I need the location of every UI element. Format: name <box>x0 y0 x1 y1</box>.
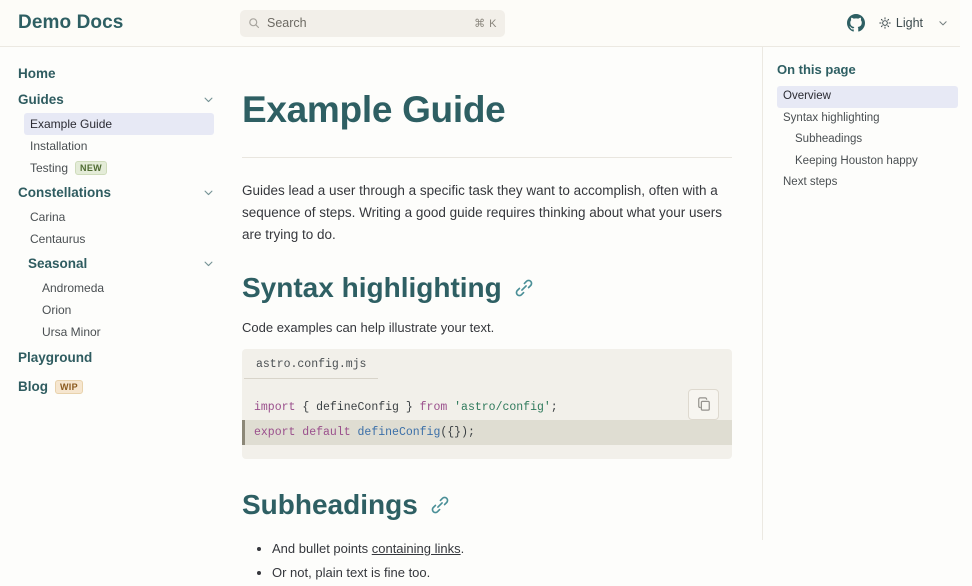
sidebar-item-home[interactable]: Home <box>18 66 56 81</box>
sidebar-item-label: Testing <box>30 161 69 175</box>
sidebar-item-example-guide[interactable]: Example Guide <box>24 113 214 135</box>
chevron-down-icon <box>938 18 948 28</box>
code-body <box>242 379 732 445</box>
toc-item-overview[interactable]: Overview <box>777 86 958 108</box>
list-item <box>272 537 732 562</box>
list-item <box>272 561 732 586</box>
code-token: defineConfig <box>357 425 441 439</box>
code-token: import <box>254 400 303 414</box>
chevron-down-icon <box>203 187 214 198</box>
list-item-suffix: . <box>460 540 465 556</box>
code-token: { defineConfig } <box>302 400 420 414</box>
sidebar-group-label: Guides <box>18 92 64 107</box>
search-placeholder: Search <box>267 16 307 30</box>
page-layout <box>0 47 960 581</box>
site-brand[interactable]: Demo Docs <box>18 12 124 33</box>
theme-label: Light <box>895 16 923 30</box>
sidebar-item-installation[interactable]: Installation <box>30 139 88 153</box>
site-header <box>0 0 960 47</box>
heading-subheadings <box>242 489 732 521</box>
toc-item-next-steps[interactable]: Next steps <box>783 176 838 189</box>
chevron-down-icon <box>203 258 214 269</box>
sidebar-item-carina[interactable]: Carina <box>30 210 66 224</box>
link-icon[interactable] <box>514 278 534 298</box>
sidebar-item-ursa-minor[interactable]: Ursa Minor <box>42 325 101 339</box>
intro-paragraph: Guides lead a user through a specific task they want to accomplish, often with a sequence of steps. Writing a good guide requires thinking about what your users are trying to do. <box>242 183 723 242</box>
code-line <box>242 395 732 420</box>
header-actions <box>847 14 948 32</box>
code-token: export default <box>254 425 358 439</box>
copy-code-button[interactable] <box>688 389 719 420</box>
section-intro-text: Code examples can help illustrate your text. <box>242 319 495 335</box>
sidebar-item-orion[interactable]: Orion <box>42 303 72 317</box>
link-icon[interactable] <box>430 495 450 515</box>
status-badge: NEW <box>75 161 107 175</box>
search-icon <box>248 17 260 29</box>
search-shortcut: ⌘ K <box>474 17 497 30</box>
toc-item-syntax-highlighting[interactable]: Syntax highlighting <box>783 111 880 124</box>
sidebar-group-seasonal[interactable] <box>0 250 228 277</box>
main-content <box>228 47 762 581</box>
sidebar-item-label: Blog <box>18 379 48 394</box>
heading-syntax-highlighting <box>242 272 732 304</box>
inline-link[interactable]: containing links <box>371 540 461 556</box>
bullet-list <box>242 537 732 586</box>
status-badge: WIP <box>55 380 83 394</box>
chevron-down-icon <box>203 94 214 105</box>
sun-icon <box>879 17 891 29</box>
code-token: 'astro/config' <box>454 400 551 414</box>
code-token: ; <box>550 400 558 414</box>
toc-title: On this page <box>777 62 856 77</box>
list-item-text: Or not, plain text is fine too. <box>272 565 431 581</box>
sidebar-group-label: Constellations <box>18 185 112 200</box>
list-item-text: And bullet points <box>272 540 372 556</box>
search-input[interactable] <box>240 10 505 37</box>
sidebar-group-label: Seasonal <box>28 256 88 271</box>
github-icon[interactable] <box>847 14 865 32</box>
code-line-highlighted <box>242 420 732 445</box>
sidebar-item-playground[interactable]: Playground <box>18 350 93 365</box>
toc-item-subheadings[interactable]: Subheadings <box>795 133 863 146</box>
copy-icon <box>697 397 711 411</box>
title-divider <box>242 157 732 158</box>
code-token: from <box>419 400 455 414</box>
code-token: ({}); <box>440 425 475 439</box>
toc-item-keeping-houston-happy[interactable]: Keeping Houston happy <box>795 154 918 167</box>
heading-text: Syntax highlighting <box>242 271 502 303</box>
page-title: Example Guide <box>242 89 506 130</box>
heading-text: Subheadings <box>242 488 418 520</box>
table-of-contents <box>762 47 972 540</box>
theme-selector[interactable] <box>879 16 948 30</box>
sidebar-group-constellations[interactable] <box>0 179 228 206</box>
sidebar-item-centaurus[interactable]: Centaurus <box>30 232 86 246</box>
sidebar-item-andromeda[interactable]: Andromeda <box>42 281 105 295</box>
sidebar <box>0 47 228 540</box>
sidebar-item-testing[interactable] <box>0 157 228 179</box>
sidebar-item-blog[interactable] <box>0 372 228 401</box>
code-block <box>242 349 732 459</box>
code-filename: astro.config.mjs <box>244 349 378 379</box>
sidebar-group-guides[interactable] <box>0 86 228 113</box>
